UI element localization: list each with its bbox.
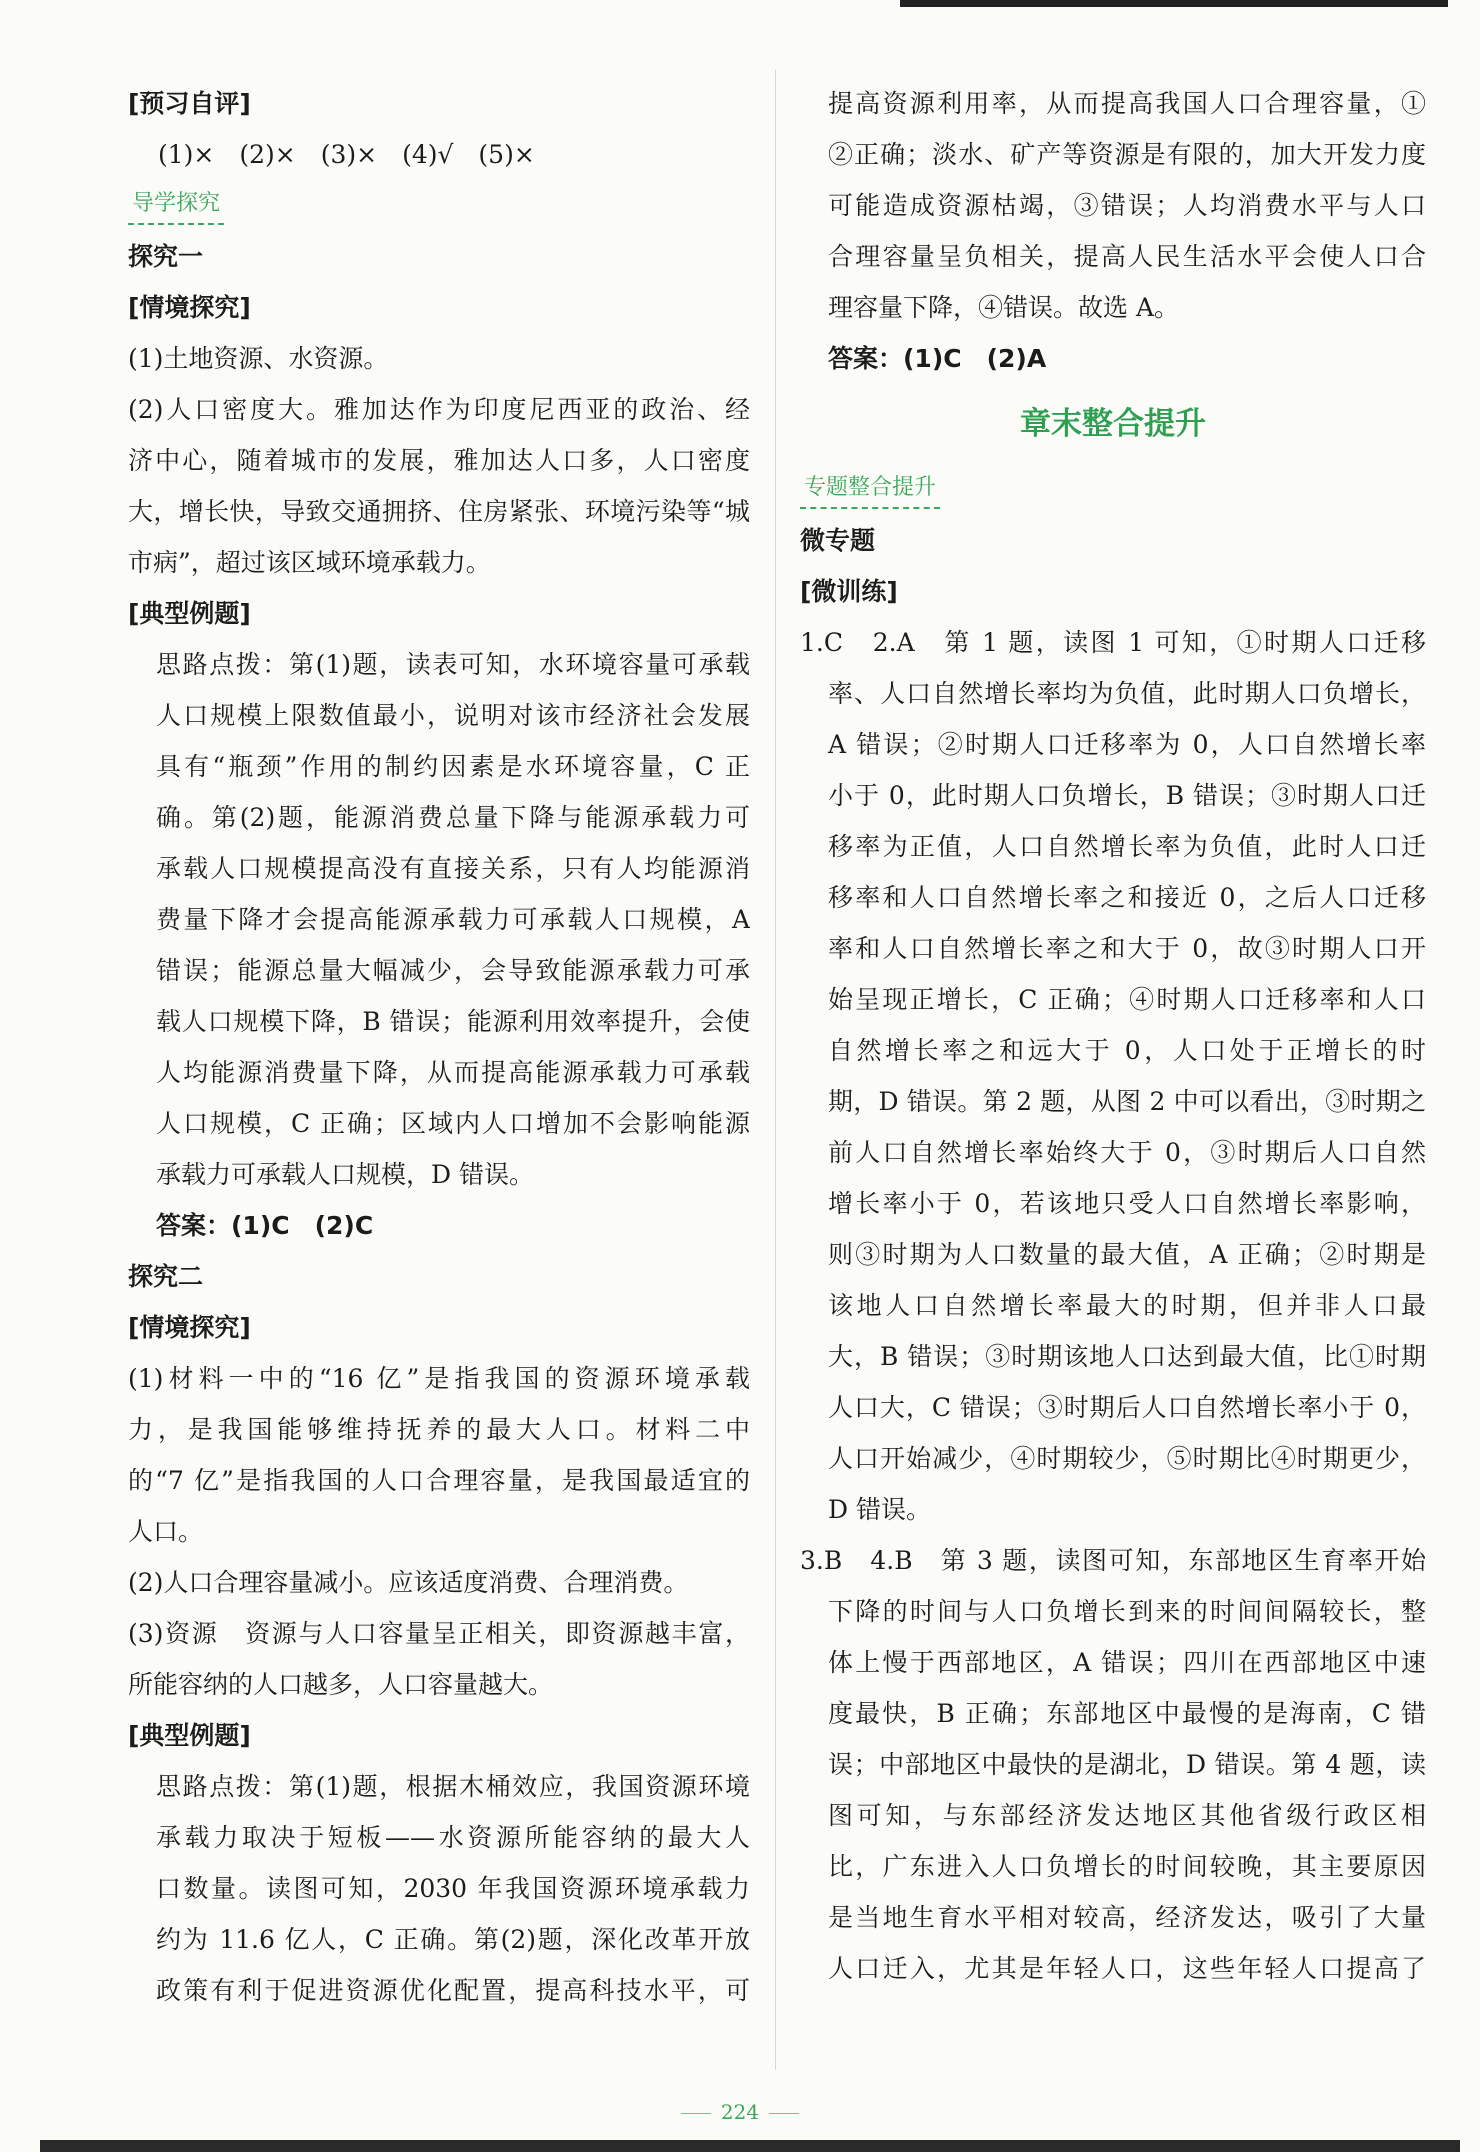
e1-hint-line: 费量下降才会提高能源承载力可承载人口规模，A bbox=[156, 905, 750, 934]
preview-answers: (1)× (2)× (3)× (4)√ (5)× bbox=[158, 140, 535, 169]
e2-situation-1-line: (1)材料一中的“16 亿”是指我国的资源环境承载 bbox=[128, 1364, 750, 1393]
e2-situation-1-line: 的“7 亿”是指我国的人口合理容量，是我国最适宜的 bbox=[128, 1466, 750, 1495]
q12-line: 小于 0，此时期人口负增长，B 错误；③时期人口迁 bbox=[828, 781, 1426, 810]
r-cont-line: 提高资源利用率，从而提高我国人口合理容量，① bbox=[828, 89, 1426, 118]
e1-hint-line: 人口规模上限数值最小，说明对该市经济社会发展 bbox=[156, 701, 750, 730]
e2-hint-line: 承载力取决于短板——水资源所能容纳的最大人 bbox=[156, 1823, 750, 1852]
e2-hint-line: 约为 11.6 亿人，C 正确。第(2)题，深化改革开放 bbox=[156, 1925, 750, 1954]
r-cont-line: 理容量下降，④错误。故选 A。 bbox=[828, 293, 1180, 322]
topic-section-tag: 专题整合提升 bbox=[800, 471, 940, 509]
micro-topic-title: 微专题 bbox=[800, 526, 876, 555]
chapter-title: 章末整合提升 bbox=[1020, 406, 1206, 442]
e1-hint-line: 错误；能源总量大幅减少，会导致能源承载力可承 bbox=[156, 956, 750, 985]
r-cont-line: 合理容量呈负相关，提高人民生活水平会使人口合 bbox=[828, 242, 1426, 271]
q34-line: 比，广东进入人口负增长的时间较晚，其主要原因 bbox=[828, 1852, 1426, 1881]
e1-situation-2-line: 大，增长快，导致交通拥挤、住房紧张、环境污染等“城 bbox=[128, 497, 750, 526]
training-header: [微训练] bbox=[800, 577, 898, 606]
bottom-edge-bar bbox=[40, 2140, 1460, 2152]
q34-line: 下降的时间与人口负增长到来的时间间隔较长，整 bbox=[828, 1597, 1426, 1626]
q12-line: 移率为正值，人口自然增长率为负值，此时人口迁 bbox=[828, 832, 1426, 861]
top-edge-bar bbox=[900, 0, 1448, 7]
e2-hint-line: 政策有利于促进资源优化配置，提高科技水平，可 bbox=[156, 1976, 750, 2005]
q34-line: 误；中部地区中最快的是湖北，D 错误。第 4 题，读 bbox=[828, 1750, 1426, 1779]
guide-section-tag: 导学探究 bbox=[128, 187, 224, 225]
q12-line: 自然增长率之和远大于 0，人口处于正增长的时 bbox=[828, 1036, 1426, 1065]
q34-line: 度最快，B 正确；东部地区中最慢的是海南，C 错 bbox=[828, 1699, 1426, 1728]
r-answer: 答案：(1)C (2)A bbox=[828, 344, 1047, 373]
q34-line: 人口迁入，尤其是年轻人口，这些年轻人口提高了 bbox=[828, 1954, 1426, 1983]
situation-header-1: [情境探究] bbox=[128, 293, 251, 322]
e1-answer: 答案：(1)C (2)C bbox=[156, 1211, 374, 1240]
q12-line: D 错误。 bbox=[828, 1495, 931, 1524]
e1-situation-2-line: 济中心，随着城市的发展，雅加达人口多，人口密度 bbox=[128, 446, 750, 475]
r-cont-line: 可能造成资源枯竭，③错误；人均消费水平与人口 bbox=[828, 191, 1426, 220]
q34-line: 图可知，与东部经济发达地区其他省级行政区相 bbox=[828, 1801, 1426, 1830]
explore1-title: 探究一 bbox=[128, 242, 204, 271]
q12-line: 则③时期为人口数量的最大值，A 正确；②时期是 bbox=[828, 1240, 1426, 1269]
e1-hint-line: 承载人口规模提高没有直接关系，只有人均能源消 bbox=[156, 854, 750, 883]
e1-situation-2-line: 市病”，超过该区域环境承载力。 bbox=[128, 548, 491, 577]
column-divider bbox=[775, 70, 776, 2070]
e2-situation-3-line: 所能容纳的人口越多，人口容量越大。 bbox=[128, 1670, 554, 1699]
page-number: 224 bbox=[720, 2100, 760, 2124]
preview-header: [预习自评] bbox=[128, 89, 251, 118]
e1-hint-line: 承载力可承载人口规模，D 错误。 bbox=[156, 1160, 534, 1189]
e1-hint-line: 人口规模，C 正确；区域内人口增加不会影响能源 bbox=[156, 1109, 750, 1138]
situation-header-2: [情境探究] bbox=[128, 1313, 251, 1342]
q12-line: 人口大，C 错误；③时期后人口自然增长率小于 0， bbox=[828, 1393, 1426, 1422]
r-cont-line: ②正确；淡水、矿产等资源是有限的，加大开发力度 bbox=[828, 140, 1426, 169]
q12-line: 1.C 2.A 第 1 题，读图 1 可知，①时期人口迁移 bbox=[800, 628, 1426, 657]
q34-line: 3.B 4.B 第 3 题，读图可知，东部地区生育率开始 bbox=[800, 1546, 1426, 1575]
example-header-2: [典型例题] bbox=[128, 1721, 251, 1750]
q12-line: 移率和人口自然增长率之和接近 0，之后人口迁移 bbox=[828, 883, 1426, 912]
q12-line: 该地人口自然增长率最大的时期，但并非人口最 bbox=[828, 1291, 1426, 1320]
page-number-footer bbox=[0, 2100, 1480, 2124]
q12-line: A 错误；②时期人口迁移率为 0，人口自然增长率 bbox=[828, 730, 1426, 759]
right-column bbox=[800, 78, 1426, 1994]
q34-line: 是当地生育水平相对较高，经济发达，吸引了大量 bbox=[828, 1903, 1426, 1932]
e1-situation-1: (1)土地资源、水资源。 bbox=[128, 344, 389, 373]
e2-hint-line: 思路点拨：第(1)题，根据木桶效应，我国资源环境 bbox=[156, 1772, 750, 1801]
e2-situation-3-line: (3)资源 资源与人口容量呈正相关，即资源越丰富， bbox=[128, 1619, 750, 1648]
e2-situation-1-line: 力，是我国能够维持抚养的最大人口。材料二中 bbox=[128, 1415, 750, 1444]
e1-hint-line: 确。第(2)题，能源消费总量下降与能源承载力可 bbox=[156, 803, 750, 832]
q12-line: 始呈现正增长，C 正确；④时期人口迁移率和人口 bbox=[828, 985, 1426, 1014]
q12-line: 大，B 错误；③时期该地人口达到最大值，比①时期 bbox=[828, 1342, 1426, 1371]
example-header-1: [典型例题] bbox=[128, 599, 251, 628]
left-column bbox=[128, 78, 750, 2016]
explore2-title: 探究二 bbox=[128, 1262, 204, 1291]
q12-line: 前人口自然增长率始终大于 0，③时期后人口自然 bbox=[828, 1138, 1426, 1167]
e1-hint-line: 思路点拨：第(1)题，读表可知，水环境容量可承载 bbox=[156, 650, 750, 679]
e2-hint-line: 口数量。读图可知，2030 年我国资源环境承载力 bbox=[156, 1874, 750, 1903]
q34-line: 体上慢于西部地区，A 错误；四川在西部地区中速 bbox=[828, 1648, 1426, 1677]
e2-situation-1-line: 人口。 bbox=[128, 1517, 204, 1546]
q12-line: 期，D 错误。第 2 题，从图 2 中可以看出，③时期之 bbox=[828, 1087, 1426, 1116]
e1-situation-2-line: (2)人口密度大。雅加达作为印度尼西亚的政治、经 bbox=[128, 395, 750, 424]
e1-hint-line: 载人口规模下降，B 错误；能源利用效率提升，会使 bbox=[156, 1007, 750, 1036]
e2-situation-2: (2)人口合理容量减小。应该适度消费、合理消费。 bbox=[128, 1568, 689, 1597]
q12-line: 人口开始减少，④时期较少，⑤时期比④时期更少， bbox=[828, 1444, 1426, 1473]
e1-hint-line: 具有“瓶颈”作用的制约因素是水环境容量，C 正 bbox=[156, 752, 750, 781]
q12-line: 率、人口自然增长率均为负值，此时期人口负增长， bbox=[828, 679, 1426, 708]
q12-line: 率和人口自然增长率之和大于 0，故③时期人口开 bbox=[828, 934, 1426, 963]
q12-line: 增长率小于 0，若该地只受人口自然增长率影响， bbox=[828, 1189, 1426, 1218]
e1-hint-line: 人均能源消费量下降，从而提高能源承载力可承载 bbox=[156, 1058, 750, 1087]
